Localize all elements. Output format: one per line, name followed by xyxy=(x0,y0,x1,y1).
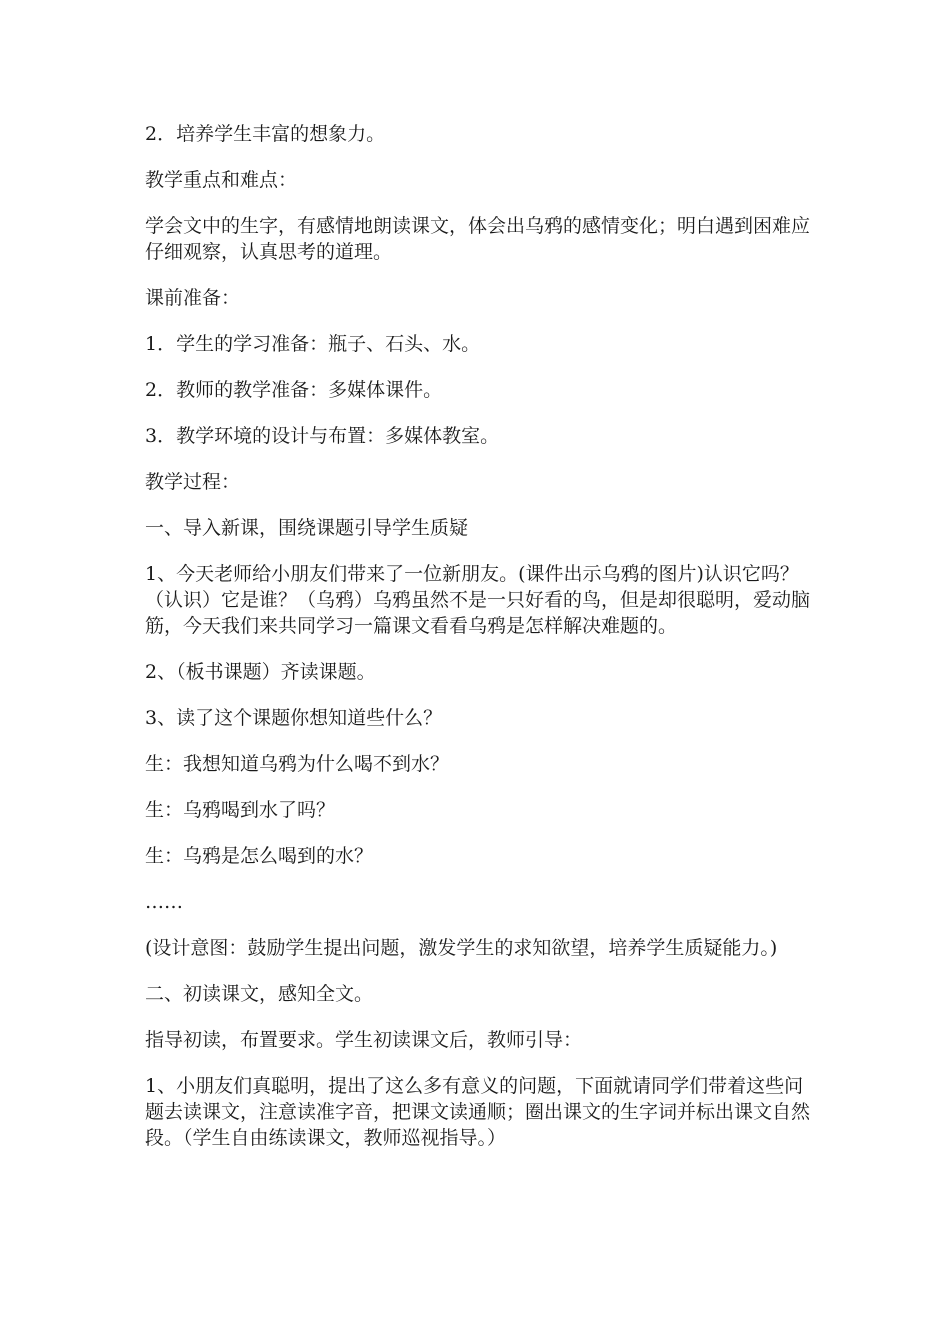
process-step-one-item-2: 2、（板书课题）齐读课题。 xyxy=(145,661,376,683)
student-answer-3: 生：乌鸦是怎么喝到的水？ xyxy=(145,845,374,867)
guided-reading-text: 指导初读，布置要求。学生初读课文后，教师引导： xyxy=(145,1029,583,1051)
student-answer-1: 生：我想知道乌鸦为什么喝不到水？ xyxy=(145,753,450,775)
process-step-two-heading: 二、初读课文，感知全文。 xyxy=(145,983,374,1005)
design-intent-note: (设计意图：鼓励学生提出问题，激发学生的求知欲望，培养学生质疑能力。) xyxy=(145,937,778,959)
objective-imagination: 2．培养学生丰富的想象力。 xyxy=(145,123,386,145)
preparation-item-teacher: 2．教师的教学准备：多媒体课件。 xyxy=(145,379,443,401)
section-heading-process: 教学过程： xyxy=(145,471,241,493)
preparation-item-students: 1．学生的学习准备：瓶子、石头、水。 xyxy=(145,333,481,355)
process-step-two-item-1: 1、小朋友们真聪明，提出了这么多有意义的问题，下面就请同学们带着这些问题去读课文，注意读准字音，把课文读通顺；圈出课文的生字词并标出课文自然段。（学生自由练读课文，教师巡视指导。） xyxy=(145,1075,811,1149)
ellipsis: …… xyxy=(145,891,183,913)
process-step-one-item-1: 1、今天老师给小朋友们带来了一位新朋友。(课件出示乌鸦的图片)认识它吗？（认识）它是谁？（乌鸦）乌鸦虽然不是一只好看的鸟，但是却很聪明，爱动脑筋，今天我们来共同学习一篇课文看看乌鸦是怎样解决难题的。 xyxy=(145,563,811,637)
process-step-one-heading: 一、导入新课，围绕课题引导学生质疑 xyxy=(145,517,469,539)
section-heading-preparation: 课前准备： xyxy=(145,287,241,309)
preparation-item-environment: 3．教学环境的设计与布置：多媒体教室。 xyxy=(145,425,500,447)
document-body xyxy=(145,121,810,1171)
key-points-text: 学会文中的生字，有感情地朗读课文，体会出乌鸦的感情变化；明白遇到困难应仔细观察，认真思考的道理。 xyxy=(145,215,811,263)
student-answer-2: 生：乌鸦喝到水了吗？ xyxy=(145,799,336,821)
process-step-one-item-3: 3、读了这个课题你想知道些什么？ xyxy=(145,707,443,729)
section-heading-key-points: 教学重点和难点： xyxy=(145,169,298,191)
